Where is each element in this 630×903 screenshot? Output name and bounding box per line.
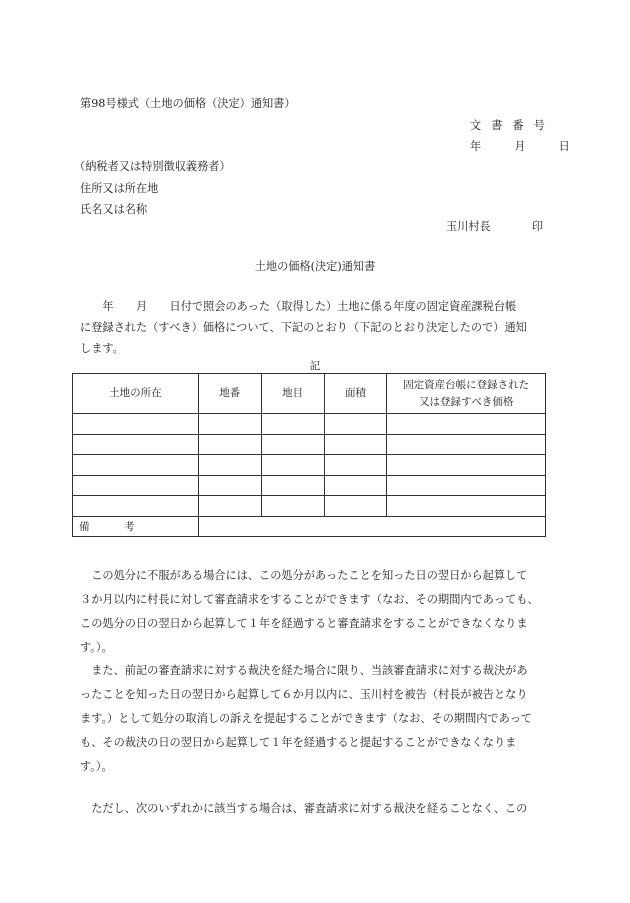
- remarks-label: 備 考: [73, 516, 199, 536]
- table-row: [73, 475, 546, 496]
- remarks-row: [73, 516, 546, 536]
- paragraph-line: ったことを知った日の翌日から起算して６か月以内に、玉川村を被告（村長が被告となり: [80, 688, 528, 701]
- paragraph-line: また、前記の審査請求に対する裁決を経た場合に限り、当該審査請求に対する裁決があ: [80, 664, 528, 677]
- name-label: 氏名又は名称: [80, 203, 148, 216]
- intro-paragraph: [80, 296, 552, 359]
- intro-line: に登録された（すべき）価格について、下記のとおり（下記のとおり決定したので）通知: [80, 321, 527, 334]
- date-fields: [470, 138, 570, 154]
- header-area: 面積: [324, 374, 387, 414]
- date-month: 月: [514, 140, 526, 153]
- form-title: 第98号様式（土地の価格（決定）通知書）: [80, 97, 296, 110]
- table-row: [73, 496, 546, 517]
- land-table: [72, 373, 546, 537]
- issuer-signature: [446, 218, 543, 234]
- table-row: [73, 455, 546, 476]
- paragraph-line: ３か月以内に村長に対して審査請求をすることができます（なお、その期間内であっても、: [80, 593, 539, 606]
- intro-line: 年 月 日付で照会のあった（取得した）土地に係る年度の固定資産課税台帳: [80, 300, 517, 313]
- header-location: 土地の所在: [73, 374, 199, 414]
- address-label: 住所又は所在地: [80, 182, 159, 195]
- paragraph-line: す。）。: [80, 641, 113, 654]
- intro-line: します。: [80, 342, 124, 355]
- table-header-row: [73, 374, 546, 414]
- paragraph-line: も、その裁決の日の翌日から起算して１年を経過すると提起することができなくなりま: [80, 736, 517, 749]
- paragraph-line: この処分に不服がある場合には、この処分があったことを知った日の翌日から起算して: [80, 569, 528, 582]
- seal-mark: 印: [531, 220, 544, 233]
- paragraph-line: この処分の日の翌日から起算して１年を経過すると審査請求をすることができなくなりま: [80, 617, 528, 630]
- appeal-paragraph-2: [80, 659, 554, 779]
- date-year: 年: [470, 140, 482, 153]
- header-price-line1: 固定資産台帳に登録された: [403, 378, 530, 391]
- header-price-line2: 又は登録すべき価格: [419, 395, 514, 408]
- header-price: [387, 374, 546, 414]
- header-lot-number: 地番: [198, 374, 261, 414]
- remarks-cell: [198, 516, 545, 536]
- paragraph-line: す。）。: [80, 760, 113, 773]
- header-land-category: 地目: [261, 374, 324, 414]
- notice-title: 土地の価格(決定)通知書: [254, 260, 376, 273]
- issuer-name: 玉川村長: [446, 220, 491, 233]
- ki-heading: 記: [309, 360, 321, 372]
- paragraph-line: ます。）として処分の取消しの訴えを提起することができます（なお、その期間内であって: [80, 712, 533, 725]
- table-row: [73, 434, 546, 455]
- appeal-paragraph-1: [80, 564, 554, 660]
- appeal-paragraph-3: [80, 797, 554, 821]
- date-day: 日: [558, 140, 570, 153]
- table-row: [73, 414, 546, 435]
- document-number-label: 文書番号: [470, 119, 555, 132]
- taxpayer-label: （納税者又は特別徴収義務者）: [74, 160, 231, 173]
- paragraph-line: ただし、次のいずれかに該当する場合は、審査請求に対する裁決を経ることなく、この: [80, 802, 528, 815]
